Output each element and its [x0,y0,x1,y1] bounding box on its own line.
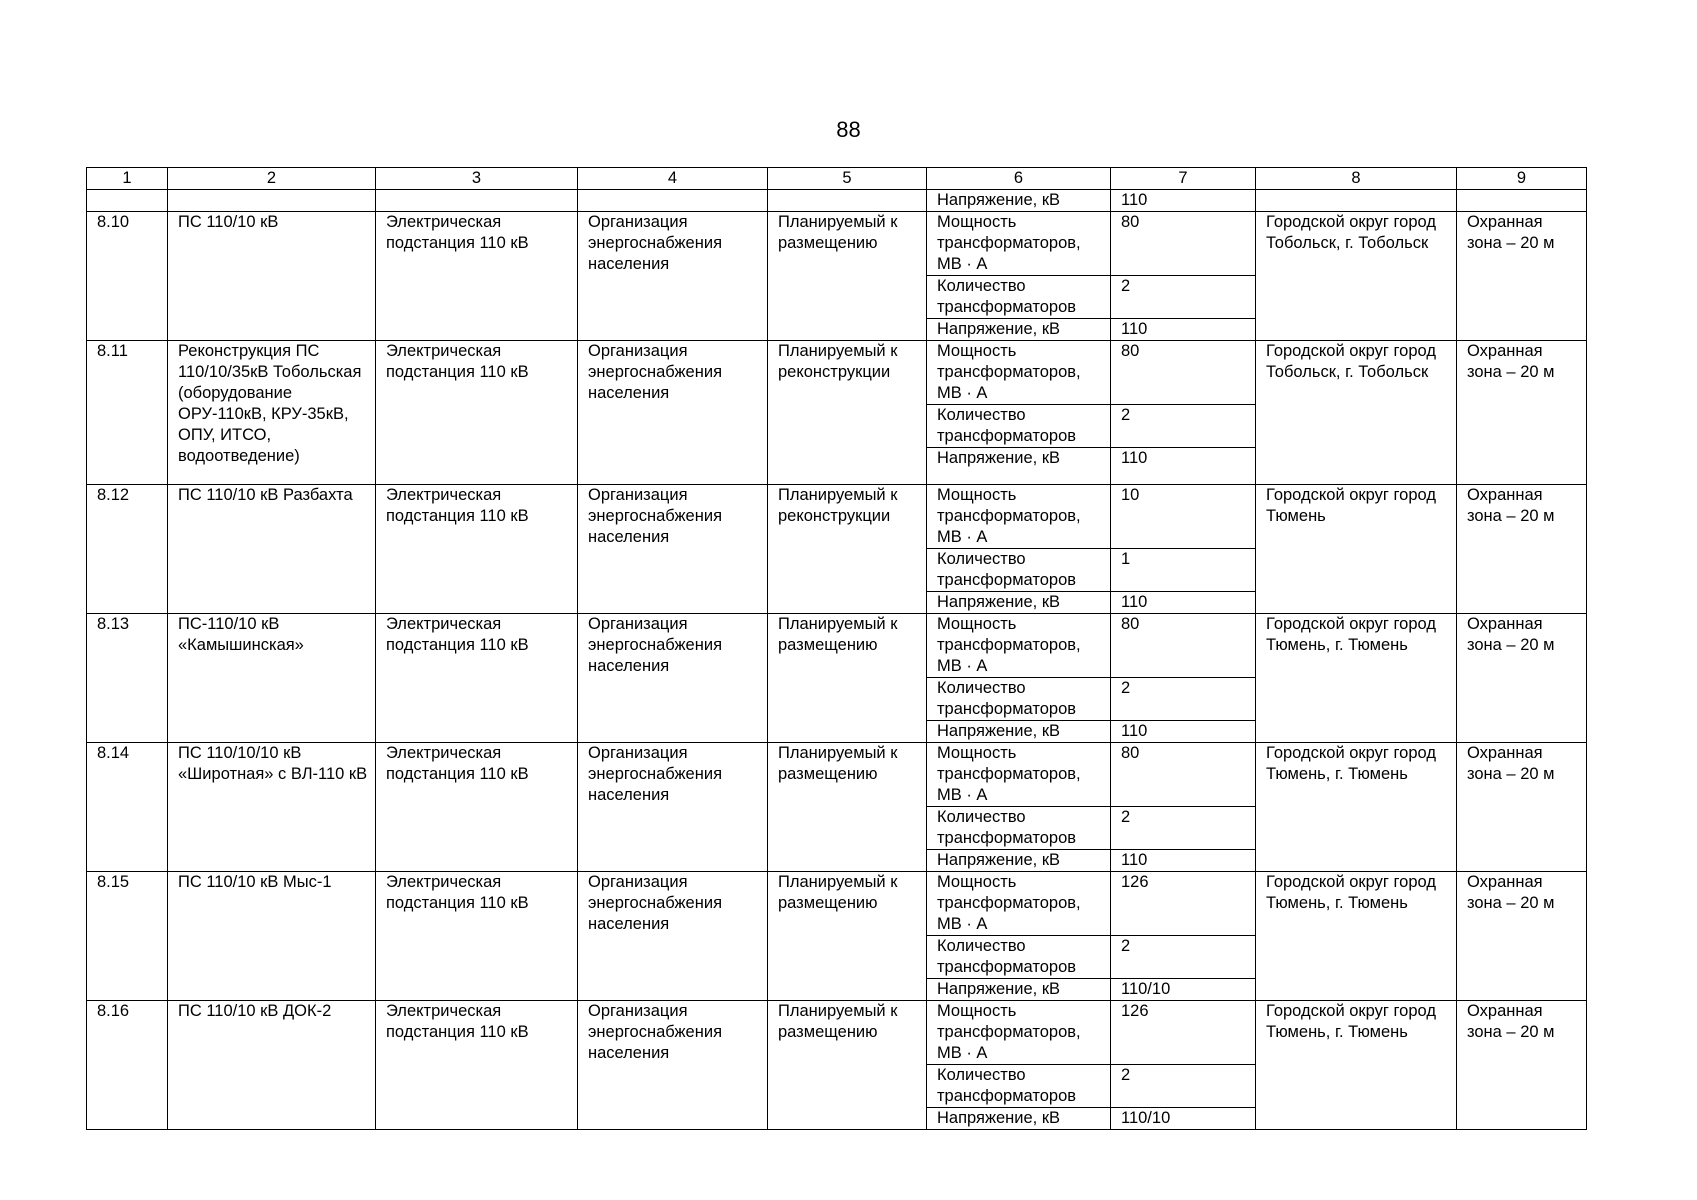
param-value: 126 [1111,1001,1256,1065]
param-label: Количество трансформаторов [927,807,1111,850]
protection-zone: Охранная зона – 20 м [1457,341,1587,485]
table-row [87,341,1587,405]
object-status: Планируемый к размещению [768,1001,927,1130]
param-value: 80 [1111,743,1256,807]
object-type: Электрическая подстанция 110 кВ [376,485,578,614]
param-value: 110 [1111,190,1256,212]
object-purpose: Организация энергоснабжения населения [578,1001,768,1130]
object-name: ПС 110/10/10 кВ «Широтная» с ВЛ-110 кВ [168,743,376,872]
param-label: Количество трансформаторов [927,678,1111,721]
param-value: 2 [1111,678,1256,721]
object-purpose: Организация энергоснабжения населения [578,614,768,743]
param-value: 110 [1111,448,1256,485]
column-number: 6 [927,168,1111,190]
object-type: Электрическая подстанция 110 кВ [376,872,578,1001]
param-value: 1 [1111,549,1256,592]
row-number: 8.13 [87,614,168,743]
object-status: Планируемый к размещению [768,212,927,341]
param-label: Мощность трансформаторов, МВ · А [927,212,1111,276]
empty-cell [376,190,578,212]
object-name: ПС 110/10 кВ [168,212,376,341]
object-location: Городской округ город Тюмень [1256,485,1457,614]
table-row [87,872,1587,936]
param-value: 2 [1111,1065,1256,1108]
object-location: Городской округ город Тюмень, г. Тюмень [1256,743,1457,872]
param-value: 80 [1111,212,1256,276]
empty-cell [1256,190,1457,212]
protection-zone: Охранная зона – 20 м [1457,212,1587,341]
object-location: Городской округ город Тюмень, г. Тюмень [1256,614,1457,743]
param-label: Напряжение, кВ [927,979,1111,1001]
object-location: Городской округ город Тюмень, г. Тюмень [1256,872,1457,1001]
object-name: ПС 110/10 кВ Разбахта [168,485,376,614]
param-value: 110 [1111,721,1256,743]
object-purpose: Организация энергоснабжения населения [578,341,768,485]
param-label: Мощность трансформаторов, МВ · А [927,872,1111,936]
param-value: 80 [1111,614,1256,678]
param-value: 126 [1111,872,1256,936]
object-location: Городской округ город Тобольск, г. Тобольск [1256,341,1457,485]
protection-zone: Охранная зона – 20 м [1457,872,1587,1001]
column-number: 1 [87,168,168,190]
param-label: Напряжение, кВ [927,1108,1111,1130]
param-label: Напряжение, кВ [927,319,1111,341]
continuation-row [87,190,1587,212]
param-label: Количество трансформаторов [927,936,1111,979]
param-label: Количество трансформаторов [927,276,1111,319]
param-label: Мощность трансформаторов, МВ · А [927,614,1111,678]
empty-cell [578,190,768,212]
object-name: ПС-110/10 кВ «Камышинская» [168,614,376,743]
empty-cell [87,190,168,212]
param-label: Напряжение, кВ [927,190,1111,212]
param-label: Мощность трансформаторов, МВ · А [927,743,1111,807]
column-number-row [87,168,1587,190]
param-label: Количество трансформаторов [927,1065,1111,1108]
param-value: 110 [1111,592,1256,614]
object-purpose: Организация энергоснабжения населения [578,485,768,614]
param-label: Мощность трансформаторов, МВ · А [927,341,1111,405]
object-status: Планируемый к размещению [768,614,927,743]
table-row [87,212,1587,276]
object-type: Электрическая подстанция 110 кВ [376,743,578,872]
empty-cell [768,190,927,212]
column-number: 2 [168,168,376,190]
object-status: Планируемый к реконструкции [768,341,927,485]
param-value: 110/10 [1111,979,1256,1001]
param-value: 2 [1111,276,1256,319]
object-type: Электрическая подстанция 110 кВ [376,1001,578,1130]
object-name: ПС 110/10 кВ Мыс-1 [168,872,376,1001]
row-number: 8.12 [87,485,168,614]
row-number: 8.11 [87,341,168,485]
row-number: 8.16 [87,1001,168,1130]
protection-zone: Охранная зона – 20 м [1457,614,1587,743]
row-number: 8.15 [87,872,168,1001]
param-value: 110 [1111,850,1256,872]
object-purpose: Организация энергоснабжения населения [578,212,768,341]
object-type: Электрическая подстанция 110 кВ [376,341,578,485]
column-number: 3 [376,168,578,190]
table-row [87,743,1587,807]
objects-table [86,167,1587,1130]
param-value: 2 [1111,807,1256,850]
table-row [87,485,1587,549]
object-status: Планируемый к размещению [768,872,927,1001]
param-label: Напряжение, кВ [927,448,1111,485]
object-purpose: Организация энергоснабжения населения [578,872,768,1001]
object-location: Городской округ город Тобольск, г. Тобольск [1256,212,1457,341]
param-value: 2 [1111,936,1256,979]
param-label: Напряжение, кВ [927,721,1111,743]
param-label: Количество трансформаторов [927,405,1111,448]
table-row [87,1001,1587,1065]
param-value: 80 [1111,341,1256,405]
protection-zone: Охранная зона – 20 м [1457,1001,1587,1130]
column-number: 7 [1111,168,1256,190]
param-label: Мощность трансформаторов, МВ · А [927,485,1111,549]
param-label: Напряжение, кВ [927,850,1111,872]
param-value: 110/10 [1111,1108,1256,1130]
empty-cell [1457,190,1587,212]
param-label: Мощность трансформаторов, МВ · А [927,1001,1111,1065]
param-label: Напряжение, кВ [927,592,1111,614]
object-location: Городской округ город Тюмень, г. Тюмень [1256,1001,1457,1130]
protection-zone: Охранная зона – 20 м [1457,743,1587,872]
table-row [87,614,1587,678]
column-number: 4 [578,168,768,190]
row-number: 8.10 [87,212,168,341]
protection-zone: Охранная зона – 20 м [1457,485,1587,614]
object-type: Электрическая подстанция 110 кВ [376,614,578,743]
object-name: Реконструкция ПС 110/10/35кВ Тобольская (оборудование ОРУ-110кВ, КРУ-35кВ, ОПУ, ИТСО, водоотведение) [168,341,376,485]
param-label: Количество трансформаторов [927,549,1111,592]
param-value: 2 [1111,405,1256,448]
page-number: 88 [836,117,861,142]
row-number: 8.14 [87,743,168,872]
empty-cell [168,190,376,212]
param-value: 10 [1111,485,1256,549]
object-status: Планируемый к реконструкции [768,485,927,614]
column-number: 5 [768,168,927,190]
column-number: 8 [1256,168,1457,190]
object-name: ПС 110/10 кВ ДОК-2 [168,1001,376,1130]
object-purpose: Организация энергоснабжения населения [578,743,768,872]
object-type: Электрическая подстанция 110 кВ [376,212,578,341]
object-status: Планируемый к размещению [768,743,927,872]
param-value: 110 [1111,319,1256,341]
column-number: 9 [1457,168,1587,190]
